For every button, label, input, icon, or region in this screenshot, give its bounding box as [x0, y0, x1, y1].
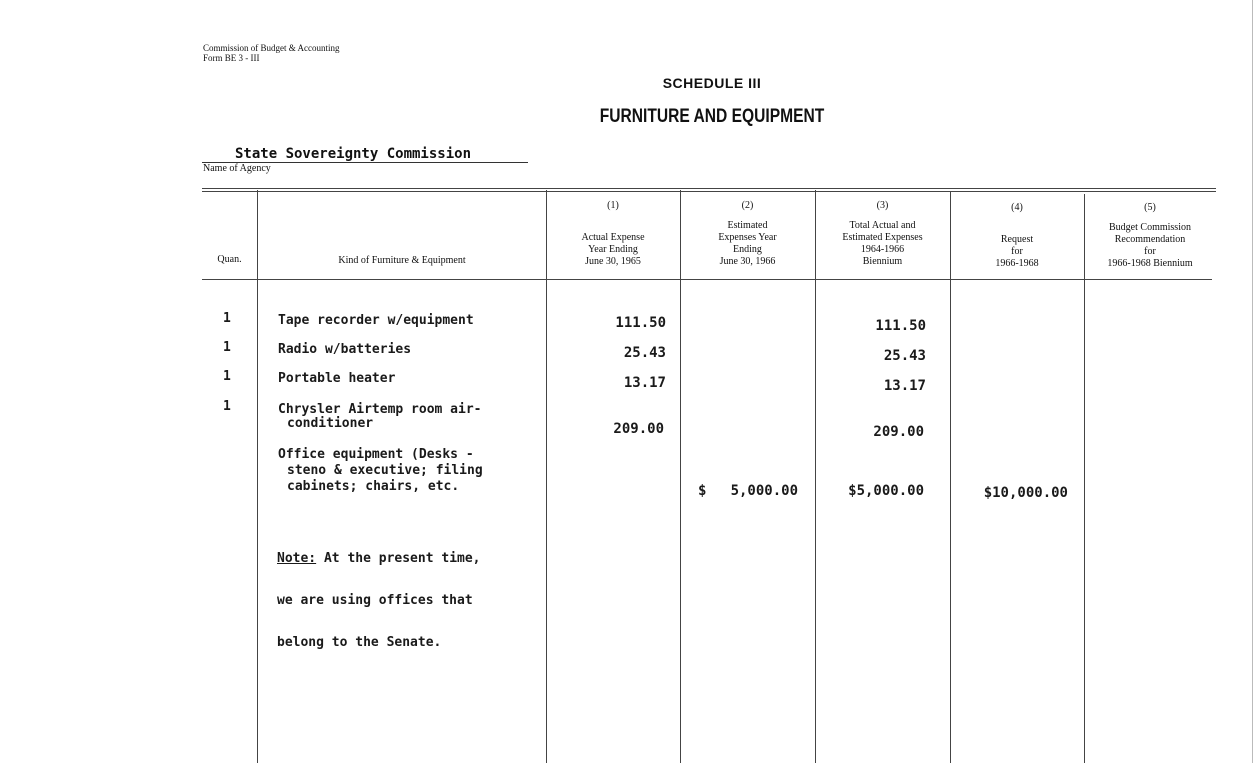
row-2-kind: Radio w/batteries [278, 342, 412, 357]
row-4-kind-line-1: Chrysler Airtemp room air- [278, 402, 482, 417]
row-2-col1: 25.43 [623, 345, 666, 361]
column-divider [950, 192, 951, 763]
form-line-2: Form BE 3 - III [203, 53, 260, 63]
row-2-col3: 25.43 [883, 348, 926, 364]
row-2-quan: 1 [223, 340, 231, 355]
row-3-quan: 1 [223, 369, 231, 384]
schedule-label: SCHEDULE III [662, 75, 762, 91]
row-5-kind-line-3: cabinets; chairs, etc. [287, 479, 460, 494]
form-identifier [203, 43, 340, 63]
column-divider [546, 190, 547, 763]
row-5-kind-line-1: Office equipment (Desks - [278, 447, 474, 462]
note-line-3: belong to the Senate. [277, 635, 442, 650]
header-col3: Total Actual and Estimated Expenses 1964-1966 Biennium [842, 220, 923, 267]
table-top-rule-2 [202, 191, 1216, 192]
agency-label: Name of Agency [203, 163, 271, 174]
table-top-rule [202, 188, 1216, 189]
row-5-col2: 5,000.00 [730, 483, 798, 499]
agency-name: State Sovereignty Commission [235, 146, 472, 162]
header-col2: Estimated Expenses Year Ending June 30, 1966 [718, 220, 777, 267]
row-4-col1: 209.00 [613, 421, 664, 437]
header-col3-number: (3) [876, 200, 889, 211]
column-divider [815, 190, 816, 763]
header-col1-number: (1) [607, 200, 619, 211]
row-1-col3: 111.50 [875, 318, 926, 334]
row-3-kind: Portable heater [278, 371, 396, 386]
column-divider [680, 190, 681, 763]
row-3-col1: 13.17 [623, 375, 666, 391]
row-1-col1: 111.50 [615, 315, 666, 331]
row-5-kind-line-2: steno & executive; filing [287, 463, 483, 478]
header-col5: Budget Commission Recommendation for 1966-1968 Biennium [1107, 222, 1193, 269]
row-4-quan: 1 [223, 399, 231, 414]
page-edge [1252, 0, 1253, 763]
row-5-col2-currency: $ [698, 483, 707, 499]
row-1-kind: Tape recorder w/equipment [278, 313, 474, 328]
header-bottom-rule [202, 279, 1212, 280]
row-5-col3: $5,000.00 [848, 483, 924, 499]
header-kind: Kind of Furniture & Equipment [338, 255, 466, 266]
page-title: FURNITURE AND EQUIPMENT [599, 106, 825, 127]
row-3-col3: 13.17 [883, 378, 926, 394]
row-4-col3: 209.00 [873, 424, 924, 440]
header-col4: Request for 1966-1968 [995, 234, 1039, 269]
row-4-kind-line-2: conditioner [287, 416, 374, 431]
row-5-col4: $10,000.00 [983, 485, 1068, 501]
header-col2-number: (2) [741, 200, 754, 211]
note [277, 524, 481, 664]
note-line-1: At the present time, [316, 551, 481, 566]
header-col1: Actual Expense Year Ending June 30, 1965 [581, 232, 645, 267]
note-label: Note: [277, 551, 317, 566]
column-divider [1084, 194, 1085, 763]
row-1-quan: 1 [223, 311, 231, 326]
form-line-1: Commission of Budget & Accounting [203, 43, 340, 53]
header-col4-number: (4) [1011, 202, 1023, 213]
note-line-2: we are using offices that [277, 593, 473, 608]
header-quan: Quan. [217, 254, 242, 265]
header-col5-number: (5) [1144, 202, 1156, 213]
column-divider [257, 190, 258, 763]
